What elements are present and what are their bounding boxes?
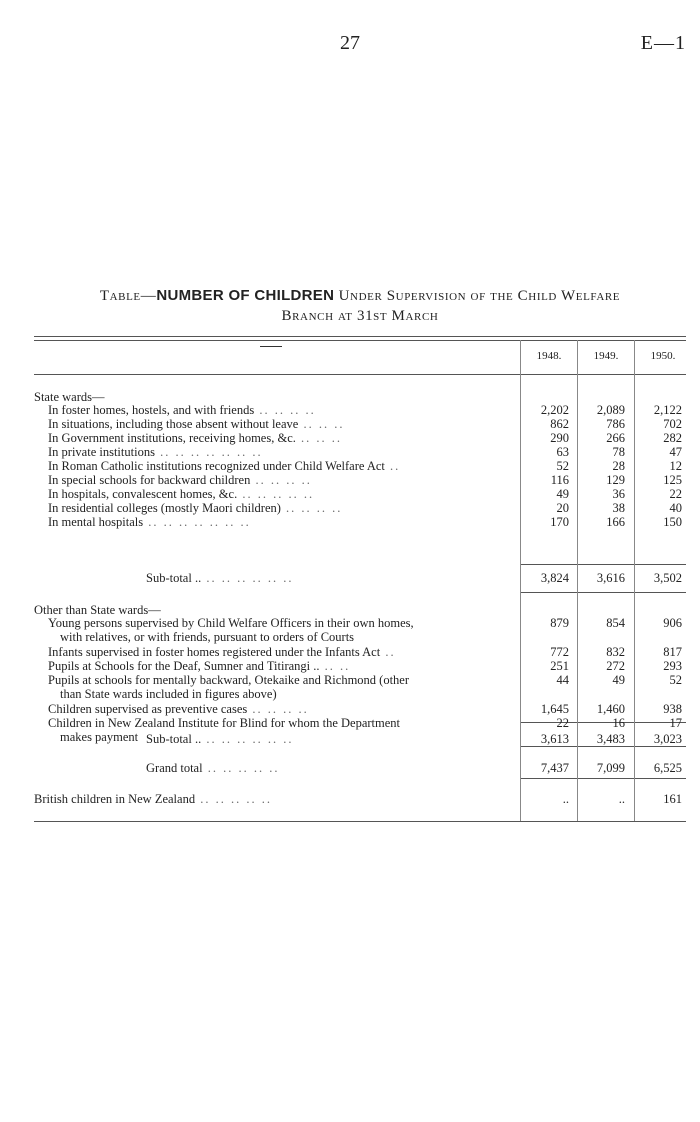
table-row (48, 515, 534, 529)
row-leader: .. .. .. .. .. (202, 761, 280, 775)
section-other-than-state-wards: Other than State wards— (34, 603, 161, 617)
british-1950: 161 (663, 792, 682, 806)
row-label: In foster homes, hostels, and with friends (48, 403, 255, 417)
subtotal-1948: 3,613 (540, 732, 569, 746)
cell-1949: 1,460 (596, 702, 625, 716)
cell-1950: 22 (669, 487, 682, 501)
grand-total-1948: 7,437 (540, 761, 569, 775)
cell-1950: 40 (669, 501, 682, 515)
cell-1950: 938 (663, 702, 682, 716)
cell-1948: 44 (556, 673, 569, 687)
cell-1949: 49 (612, 673, 625, 687)
cell-1949: 129 (606, 473, 625, 487)
table-row (48, 702, 534, 716)
row-leader: .. (380, 645, 396, 659)
row-label: In Government institutions, receiving homes, &c. (48, 431, 296, 445)
row-label: In residential colleges (mostly Maori children) (48, 501, 281, 515)
row-label: Grand total (146, 761, 203, 775)
row-leader: .. (384, 459, 401, 473)
british-1949: .. (618, 792, 625, 806)
cell-1949: 266 (606, 431, 625, 445)
cell-1949: 272 (606, 659, 625, 673)
cell-1948: 251 (550, 659, 569, 673)
cell-1949: 854 (606, 616, 625, 630)
cell-1949: 78 (612, 445, 625, 459)
subtotal-1949: 3,616 (596, 571, 625, 585)
bottom-rule (34, 821, 686, 822)
british-1948: .. (562, 792, 569, 806)
table-row (48, 645, 534, 659)
subtotal2-bottom-rule (520, 746, 686, 747)
year-1949: 1949. (593, 350, 619, 362)
table-row (48, 487, 534, 501)
table-row (48, 501, 534, 515)
col-divider-2 (577, 340, 578, 821)
cell-1948: 63 (556, 445, 569, 459)
cell-1949: 36 (612, 487, 625, 501)
row-label: In private institutions (48, 445, 155, 459)
cell-1948: 2,202 (540, 403, 569, 417)
cell-1949: 786 (606, 417, 625, 431)
subtotal-1949: 3,483 (596, 732, 625, 746)
row-leader: .. .. .. (295, 431, 342, 445)
cell-1948: 116 (550, 473, 569, 487)
cell-1949: 16 (612, 716, 625, 730)
cell-1949: 166 (606, 515, 625, 529)
table-row-continuation: with relatives, or with friends, pursuant to orders of Courts (60, 630, 355, 644)
table-row-continuation: than State wards included in figures above) (60, 687, 277, 701)
cell-1949: 28 (612, 459, 625, 473)
table-row (48, 403, 534, 417)
row-leader: .. .. .. .. (254, 403, 316, 417)
table-row (48, 445, 534, 459)
cell-1950: 47 (669, 445, 682, 459)
cell-1948: 879 (550, 616, 569, 630)
table-row: Young persons supervised by Child Welfare Officers in their own homes, (48, 616, 414, 630)
cell-1949: 2,089 (596, 403, 625, 417)
row-label: In hospitals, convalescent homes, &c. (48, 487, 238, 501)
cell-1948: 170 (550, 515, 569, 529)
cell-1948: 1,645 (540, 702, 569, 716)
row-leader: .. .. .. .. .. (195, 792, 272, 806)
header-dash (260, 346, 282, 347)
col-divider-3 (634, 340, 635, 821)
top-rule-2 (34, 340, 686, 341)
table-row: Pupils at schools for mentally backward, Otekaike and Richmond (other (48, 673, 410, 687)
row-leader: .. .. .. .. .. (237, 487, 315, 501)
table-row (48, 473, 534, 487)
subtotal-1950: 3,023 (653, 732, 682, 746)
cell-1950: 12 (669, 459, 682, 473)
row-label: Sub-total .. (146, 732, 202, 746)
row-leader: .. .. .. (298, 417, 345, 431)
title-rest: Under Supervision of the Child Welfare (334, 288, 621, 304)
row-label: In special schools for backward children (48, 473, 251, 487)
header-rule (34, 374, 686, 375)
cell-1950: 52 (669, 673, 682, 687)
cell-1950: 2,122 (653, 403, 682, 417)
cell-1950: 906 (663, 616, 682, 630)
row-label: Infants supervised in foster homes registered under the Infants Act (48, 645, 381, 659)
row-leader: .. .. .. .. (250, 473, 312, 487)
cell-1948: 20 (556, 501, 569, 515)
row-leader: .. .. .. .. .. .. .. (143, 515, 251, 529)
cell-1948: 862 (550, 417, 569, 431)
cell-1950: 282 (663, 431, 682, 445)
table-title (34, 286, 686, 326)
title-line2: Branch at 31st March (281, 308, 439, 324)
row-label: In situations, including those absent without leave (48, 417, 299, 431)
table-row: Children in New Zealand Institute for Blind for whom the Department (48, 716, 400, 730)
grand-total-rule (520, 778, 686, 779)
cell-1948: 22 (556, 716, 569, 730)
row-leader: .. .. .. .. .. .. (201, 571, 294, 585)
top-rule-1 (34, 336, 686, 337)
row-label: British children in New Zealand (34, 792, 196, 806)
british-children-row (34, 792, 520, 806)
subtotal-1948: 3,824 (540, 571, 569, 585)
year-1950: 1950. (650, 350, 676, 362)
row-label: In Roman Catholic institutions recognized under Child Welfare Act (48, 459, 385, 473)
cell-1950: 702 (663, 417, 682, 431)
cell-1949: 832 (606, 645, 625, 659)
title-bold: NUMBER OF CHILDREN (156, 287, 335, 304)
page-reference: E—1 (640, 32, 686, 54)
subtotal-1950: 3,502 (653, 571, 682, 585)
title-prefix: Table— (99, 288, 157, 304)
cell-1950: 17 (669, 716, 682, 730)
page-number: 27 (340, 32, 360, 54)
row-label: In mental hospitals (48, 515, 144, 529)
grand-total-1950: 6,525 (653, 761, 682, 775)
cell-1950: 293 (663, 659, 682, 673)
cell-1949: 38 (612, 501, 625, 515)
year-1948: 1948. (536, 350, 562, 362)
cell-1950: 817 (663, 645, 682, 659)
cell-1950: 125 (663, 473, 682, 487)
cell-1948: 49 (556, 487, 569, 501)
cell-1950: 150 (663, 515, 682, 529)
table-row-continuation: makes payment (60, 730, 139, 744)
table-row (48, 459, 534, 473)
row-leader: .. .. .. .. (280, 501, 343, 515)
grand-total-row (146, 761, 520, 775)
row-leader: .. .. (319, 659, 351, 673)
section-state-wards: State wards— (34, 390, 105, 404)
table-row (48, 431, 534, 445)
row-leader: .. .. .. .. .. .. .. (154, 445, 263, 459)
subtotal-row (146, 732, 520, 746)
row-label: Children supervised as preventive cases (48, 702, 248, 716)
row-leader: .. .. .. .. (247, 702, 309, 716)
cell-1948: 290 (550, 431, 569, 445)
table-row (48, 417, 534, 431)
table-row (48, 659, 534, 673)
row-label: Sub-total .. (146, 571, 202, 585)
cell-1948: 772 (550, 645, 569, 659)
cell-1948: 52 (556, 459, 569, 473)
subtotal1-bottom-rule (520, 592, 686, 593)
subtotal1-top-rule (520, 564, 686, 565)
grand-total-1949: 7,099 (596, 761, 625, 775)
row-label: Pupils at Schools for the Deaf, Sumner and Titirangi .. (48, 659, 320, 673)
row-leader: .. .. .. .. .. .. (201, 732, 294, 746)
subtotal-row (146, 571, 520, 585)
